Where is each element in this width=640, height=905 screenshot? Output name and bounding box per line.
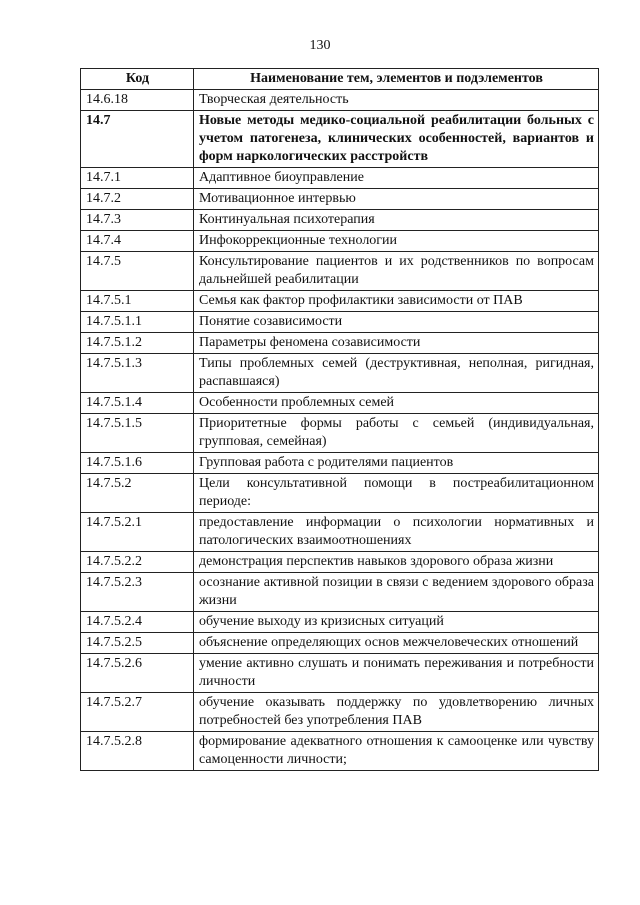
row-name: Групповая работа с родителями пациентов [194, 453, 599, 474]
table-row [81, 354, 599, 393]
row-name: осознание активной позиции в связи с ведением здорового образа жизни [194, 573, 599, 612]
row-code: 14.7.5.2.5 [81, 633, 194, 654]
page-number: 130 [309, 38, 331, 53]
row-code: 14.7.5.1.5 [81, 414, 194, 453]
table-row [81, 513, 599, 552]
table-row [81, 231, 599, 252]
row-name: Инфокоррекционные технологии [194, 231, 599, 252]
table-row [81, 291, 599, 312]
table-row [81, 474, 599, 513]
row-name: предоставление информации о психологии нормативных и патологических взаимоотношениях [194, 513, 599, 552]
row-code: 14.7.5.1.1 [81, 312, 194, 333]
row-code: 14.7.5.1.6 [81, 453, 194, 474]
row-name: Особенности проблемных семей [194, 393, 599, 414]
table-row [81, 393, 599, 414]
row-code: 14.6.18 [81, 90, 194, 111]
table-row [81, 414, 599, 453]
row-name: Творческая деятельность [194, 90, 599, 111]
topics-table [80, 68, 599, 771]
table-row [81, 168, 599, 189]
table-row [81, 333, 599, 354]
table-row [81, 189, 599, 210]
row-code: 14.7.5.2.4 [81, 612, 194, 633]
row-name: объяснение определяющих основ межчеловеческих отношений [194, 633, 599, 654]
row-name: обучение выходу из кризисных ситуаций [194, 612, 599, 633]
table-row [81, 252, 599, 291]
row-name: Семья как фактор профилактики зависимости от ПАВ [194, 291, 599, 312]
table-row [81, 732, 599, 771]
row-code: 14.7.5.2.7 [81, 693, 194, 732]
row-name: Консультирование пациентов и их родственников по вопросам дальнейшей реабилитации [194, 252, 599, 291]
row-code: 14.7.5.1 [81, 291, 194, 312]
row-name: Адаптивное биоуправление [194, 168, 599, 189]
row-code: 14.7.5.2 [81, 474, 194, 513]
row-name: формирование адекватного отношения к самооценке или чувству самоценности личности; [194, 732, 599, 771]
row-code: 14.7.5.2.3 [81, 573, 194, 612]
row-name: умение активно слушать и понимать переживания и потребности личности [194, 654, 599, 693]
row-code: 14.7.5.1.3 [81, 354, 194, 393]
table-row [81, 453, 599, 474]
row-code: 14.7.5.2.1 [81, 513, 194, 552]
row-name: Новые методы медико-социальной реабилитации больных с учетом патогенеза, клинических особенностей, вариантов и форм наркологических расстройств [194, 111, 599, 168]
row-name: Приоритетные формы работы с семьей (индивидуальная, групповая, семейная) [194, 414, 599, 453]
row-name: демонстрация перспектив навыков здорового образа жизни [194, 552, 599, 573]
row-code: 14.7.3 [81, 210, 194, 231]
header-code: Код [81, 69, 194, 90]
table-row [81, 693, 599, 732]
row-name: Цели консультативной помощи в постреабилитационном периоде: [194, 474, 599, 513]
row-name: Мотивационное интервью [194, 189, 599, 210]
row-name: Типы проблемных семей (деструктивная, неполная, ригидная, распавшаяся) [194, 354, 599, 393]
table-row [81, 552, 599, 573]
row-code: 14.7 [81, 111, 194, 168]
row-name: Континуальная психотерапия [194, 210, 599, 231]
table-row [81, 210, 599, 231]
row-code: 14.7.1 [81, 168, 194, 189]
row-name: обучение оказывать поддержку по удовлетворению личных потребностей без употребления ПАВ [194, 693, 599, 732]
row-code: 14.7.5.2.6 [81, 654, 194, 693]
table-header-row [81, 69, 599, 90]
table-row [81, 654, 599, 693]
row-code: 14.7.5.1.2 [81, 333, 194, 354]
table-body [81, 90, 599, 771]
table-row [81, 612, 599, 633]
row-code: 14.7.5.1.4 [81, 393, 194, 414]
row-code: 14.7.5.2.2 [81, 552, 194, 573]
table-row [81, 633, 599, 654]
table-row [81, 90, 599, 111]
row-code: 14.7.4 [81, 231, 194, 252]
table-row [81, 111, 599, 168]
table-row [81, 312, 599, 333]
row-code: 14.7.2 [81, 189, 194, 210]
table-row [81, 573, 599, 612]
row-name: Параметры феномена созависимости [194, 333, 599, 354]
row-code: 14.7.5 [81, 252, 194, 291]
row-name: Понятие созависимости [194, 312, 599, 333]
row-code: 14.7.5.2.8 [81, 732, 194, 771]
header-name: Наименование тем, элементов и подэлементов [194, 69, 599, 90]
